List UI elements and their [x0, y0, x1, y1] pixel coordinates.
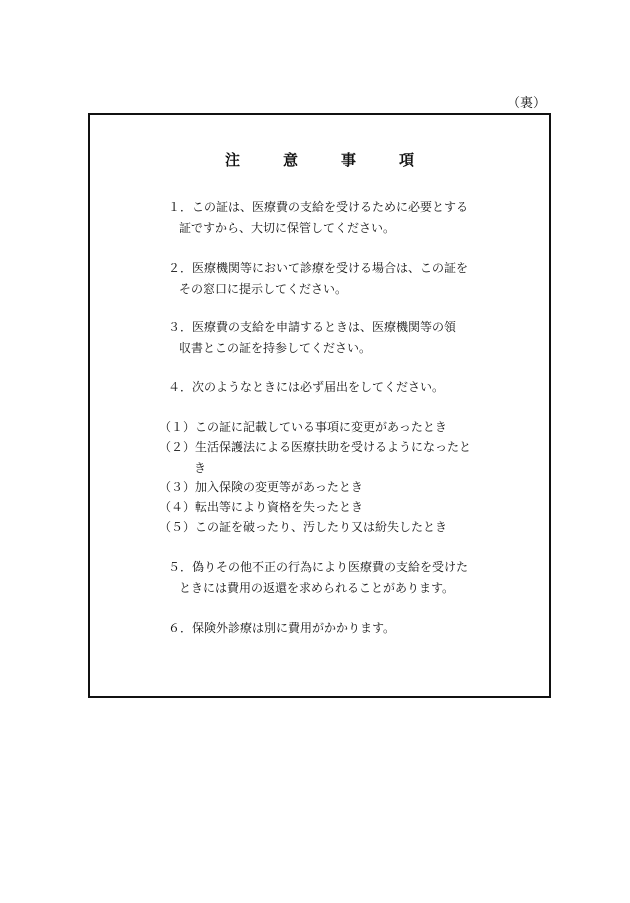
notice-item-1-line1: １．この証は、医療費の支給を受けるために必要とする — [168, 200, 469, 214]
notice-subitem-4-line1: （４）転出等により資格を失ったとき — [159, 500, 364, 514]
notice-item-5-line1: ５．偽りその他不正の行為により医療費の支給を受けた — [168, 560, 469, 574]
notice-subitem-5-line1: （５）この証を破ったり、汚したり又は紛失したとき — [159, 520, 448, 534]
notice-subitem-4 — [159, 497, 363, 518]
notice-item-2-line1: ２．医療機関等において診療を受ける場合は、この証を — [168, 261, 469, 275]
notice-item-1-line2: 証ですから、大切に保管してください。 — [179, 221, 396, 235]
notice-item-4-line1: ４．次のようなときには必ず届出をしてください。 — [168, 380, 445, 394]
notice-item-6-line1: ６．保険外診療は別に費用がかかります。 — [168, 621, 396, 635]
notice-subitem-3 — [159, 477, 363, 498]
notice-item-3-line2: 収書とこの証を持参してください。 — [179, 341, 372, 355]
notice-frame — [88, 113, 551, 698]
notice-subitem-2-line2: き — [194, 461, 207, 475]
notice-subitem-1 — [159, 417, 447, 438]
notice-item-2 — [168, 258, 468, 300]
notice-subitem-3-line1: （３）加入保険の変更等があったとき — [159, 480, 363, 494]
notice-title: 注 意 事 項 — [224, 151, 428, 169]
notice-item-6 — [168, 618, 395, 639]
notice-subitem-1-line1: （１）この証に記載している事項に変更があったとき — [159, 420, 447, 434]
notice-item-3-line1: ３．医療費の支給を申請するときは、医療機関等の領 — [168, 320, 457, 334]
reverse-side-label: （裏） — [506, 96, 546, 111]
notice-subitem-2 — [159, 437, 471, 479]
notice-item-5 — [168, 557, 468, 599]
notice-item-4 — [168, 377, 444, 398]
notice-item-5-line2: ときには費用の返還を求められることがあります。 — [179, 581, 455, 595]
notice-item-2-line2: その窓口に提示してください。 — [179, 282, 348, 296]
notice-item-3 — [168, 317, 456, 359]
notice-subitem-5 — [159, 517, 447, 538]
notice-item-1 — [168, 197, 468, 239]
notice-subitem-2-line1: （２）生活保護法による医療扶助を受けるようになったと — [159, 440, 472, 454]
